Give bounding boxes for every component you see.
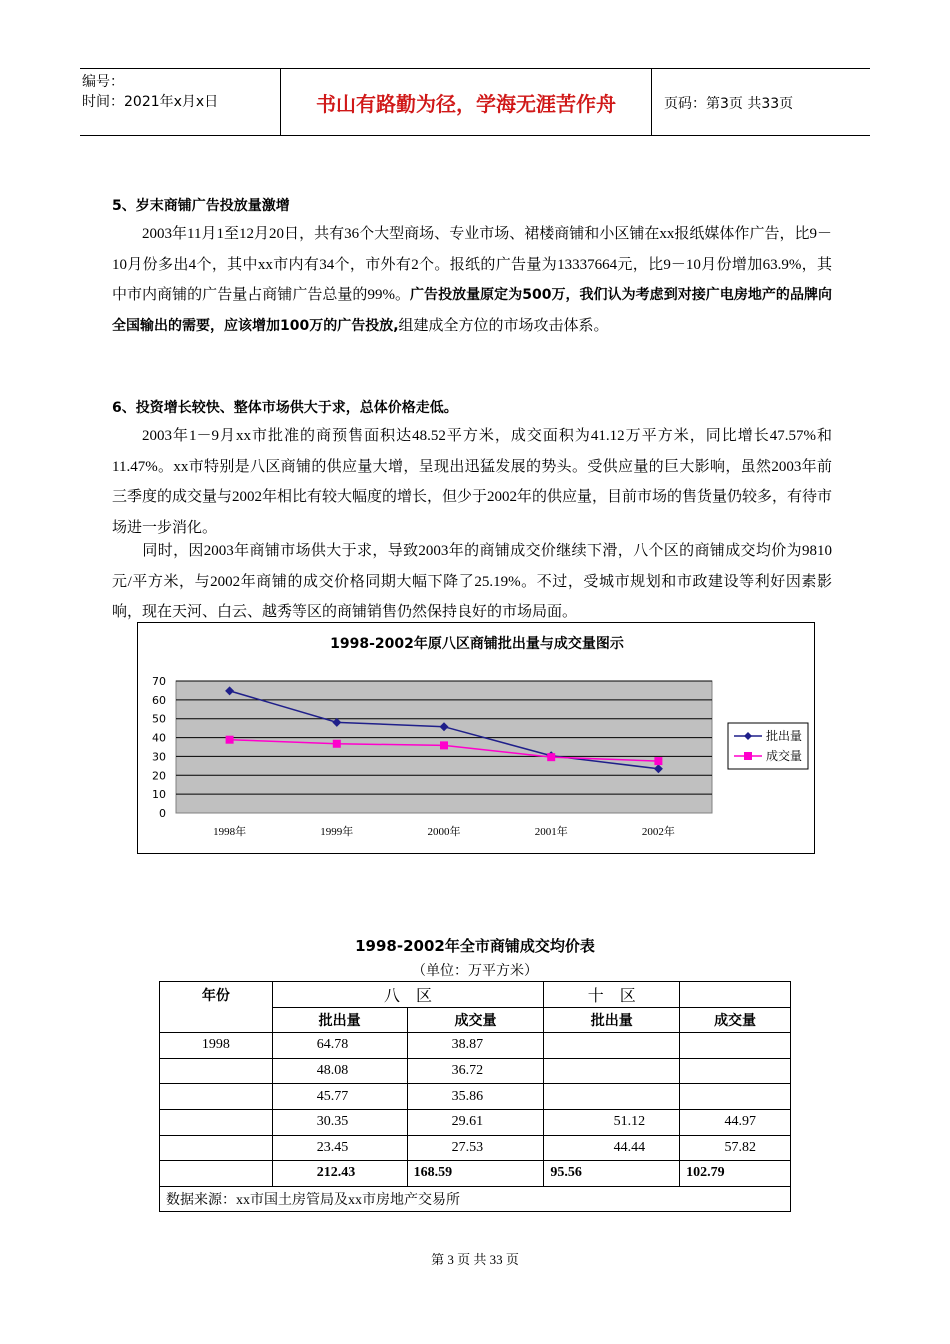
y-tick-label: 30 (152, 750, 166, 764)
table-cell: 44.44 (544, 1135, 680, 1161)
section5-title: 5、岁末商铺广告投放量激增 (112, 198, 290, 214)
table-cell: 45.77 (272, 1084, 407, 1110)
y-tick-label: 10 (152, 788, 166, 802)
x-tick-label: 1998年 (213, 826, 247, 838)
table-cell: 64.78 (272, 1033, 407, 1059)
table-cell: 36.72 (407, 1058, 544, 1084)
table-cell: 44.97 (680, 1109, 791, 1135)
header-year: 年份 (160, 982, 273, 1033)
number-label: 编号： (82, 74, 124, 90)
page-header (80, 68, 870, 136)
table-unit: （单位：万平方米） (412, 964, 538, 979)
y-tick-label: 40 (152, 731, 166, 745)
data-point-square (547, 753, 555, 761)
y-tick-label: 0 (159, 807, 166, 820)
legend-marker (744, 752, 752, 760)
table-row (160, 1058, 791, 1084)
section6-paragraph-2 (112, 536, 832, 628)
section6-paragraph-1 (112, 421, 832, 543)
line-chart (137, 622, 815, 854)
table-header-row (160, 982, 791, 1008)
section5-tail-text: 组建成全方位的市场攻击体系。 (398, 317, 609, 334)
total-cell: 102.79 (680, 1161, 791, 1187)
header-eight-district: 八 区 (272, 982, 544, 1008)
table-source: 数据来源：xx市国土房管局及xx市房地产交易所 (160, 1186, 791, 1212)
section5-text: 2003年11月1至12月20日，共有36个大型商场、专业市场、裙楼商铺和小区铺在xx报纸媒体作广告，比9－10月份多出4个，其中xx市内有34个，市外有2个。报纸的广告量为13337664元，比9－10月份增加63.9%，其中市内商铺的广告量占商铺广告总量的99%。 (112, 226, 832, 303)
table-cell (680, 1084, 791, 1110)
chart-legend (728, 723, 808, 769)
chart-svg (138, 623, 816, 855)
table-cell (544, 1058, 680, 1084)
y-tick-label: 20 (152, 769, 166, 783)
table-cell: 27.53 (407, 1135, 544, 1161)
data-point-square (333, 740, 341, 748)
price-table (159, 981, 791, 1212)
x-tick-label: 2001年 (534, 826, 568, 838)
x-tick-label: 2000年 (427, 826, 461, 838)
data-point-square (654, 757, 662, 765)
y-tick-label: 50 (152, 712, 166, 726)
total-cell: 168.59 (407, 1161, 544, 1187)
header-page-label: 页码：第3页 共33页 (664, 95, 794, 112)
table-row (160, 1109, 791, 1135)
section5-paragraph (112, 219, 832, 341)
data-point-square (440, 741, 448, 749)
table-cell (160, 1084, 273, 1110)
data-point-square (226, 736, 234, 744)
total-cell: 95.56 (544, 1161, 680, 1187)
table-cell (160, 1109, 273, 1135)
legend-label: 成交量 (766, 749, 803, 763)
header-meta (80, 69, 280, 136)
header-motto: 书山有路勤为径，学海无涯苦作舟 (280, 69, 652, 136)
table-cell: 51.12 (544, 1109, 680, 1135)
table-cell: 23.45 (272, 1135, 407, 1161)
x-tick-label: 2002年 (641, 826, 675, 838)
table-row (160, 1135, 791, 1161)
section6-para2-text: 同时，因2003年商铺市场供大于求，导致2003年的商铺成交价继续下滑，八个区的商铺成交均价为9810元/平方米，与2002年商铺的成交价格同期大幅下降了25.19%。不过，受城市规划和市政建设等利好因素影响，现在天河、白云、越秀等区的商铺销售仍然保持良好的市场局面。 (112, 543, 832, 620)
table-cell (544, 1084, 680, 1110)
header-ten-district: 十 区 (544, 982, 680, 1008)
header-blank (680, 982, 791, 1008)
subheader-cell: 成交量 (407, 1007, 544, 1033)
subheader-cell: 批出量 (544, 1007, 680, 1033)
legend-label: 批出量 (766, 729, 803, 743)
table-cell: 38.87 (407, 1033, 544, 1059)
subheader-cell: 批出量 (272, 1007, 407, 1033)
section6-para1-text: 2003年1－9月xx市批准的商预售面积达48.52平方米，成交面积为41.12万平方米，同比增长47.57%和11.47%。xx市特别是八区商铺的供应量大增，呈现出迅猛发展的势头。受供应量的巨大影响，虽然2003年前三季度的成交量与2002年相比有较大幅度的增长，但少于2002年的供应量，目前市场的售货量仍较多，有待市场进一步消化。 (112, 428, 833, 536)
table-cell (160, 1058, 273, 1084)
table-title: 1998-2002年全市商铺成交均价表 (355, 937, 595, 955)
table-totals-row (160, 1161, 791, 1187)
y-tick-label: 60 (152, 693, 166, 707)
table-row (160, 1033, 791, 1059)
table-cell (680, 1058, 791, 1084)
y-tick-label: 70 (152, 675, 166, 688)
table-cell: 48.08 (272, 1058, 407, 1084)
page-footer: 第 3 页 共 33 页 (431, 1252, 519, 1267)
time-label: 时间：2021年x月x日 (82, 94, 219, 110)
subheader-cell: 成交量 (680, 1007, 791, 1033)
table-cell: 30.35 (272, 1109, 407, 1135)
table-cell: 29.61 (407, 1109, 544, 1135)
table-row (160, 1084, 791, 1110)
table-cell: 35.86 (407, 1084, 544, 1110)
y-axis-ticks (152, 675, 166, 820)
table-cell (680, 1033, 791, 1059)
section5-bold-text: 广告投放量原定为500万，我们认为考虑到对接广电房地产的品牌向全国输出的需要，应该增加100万的广告投放, (112, 287, 832, 334)
total-cell: 212.43 (272, 1161, 407, 1187)
table-cell (544, 1033, 680, 1059)
table-cell (160, 1135, 273, 1161)
x-tick-label: 1999年 (320, 826, 354, 838)
section6-title: 6、投资增长较快、整体市场供大于求，总体价格走低。 (112, 400, 458, 416)
table-cell: 57.82 (680, 1135, 791, 1161)
x-axis-ticks (213, 824, 675, 838)
table-cell: 1998 (160, 1033, 273, 1059)
chart-title: 1998-2002年原八区商铺批出量与成交量图示 (330, 636, 624, 652)
table-source-row (160, 1186, 791, 1212)
table-cell (160, 1161, 273, 1187)
